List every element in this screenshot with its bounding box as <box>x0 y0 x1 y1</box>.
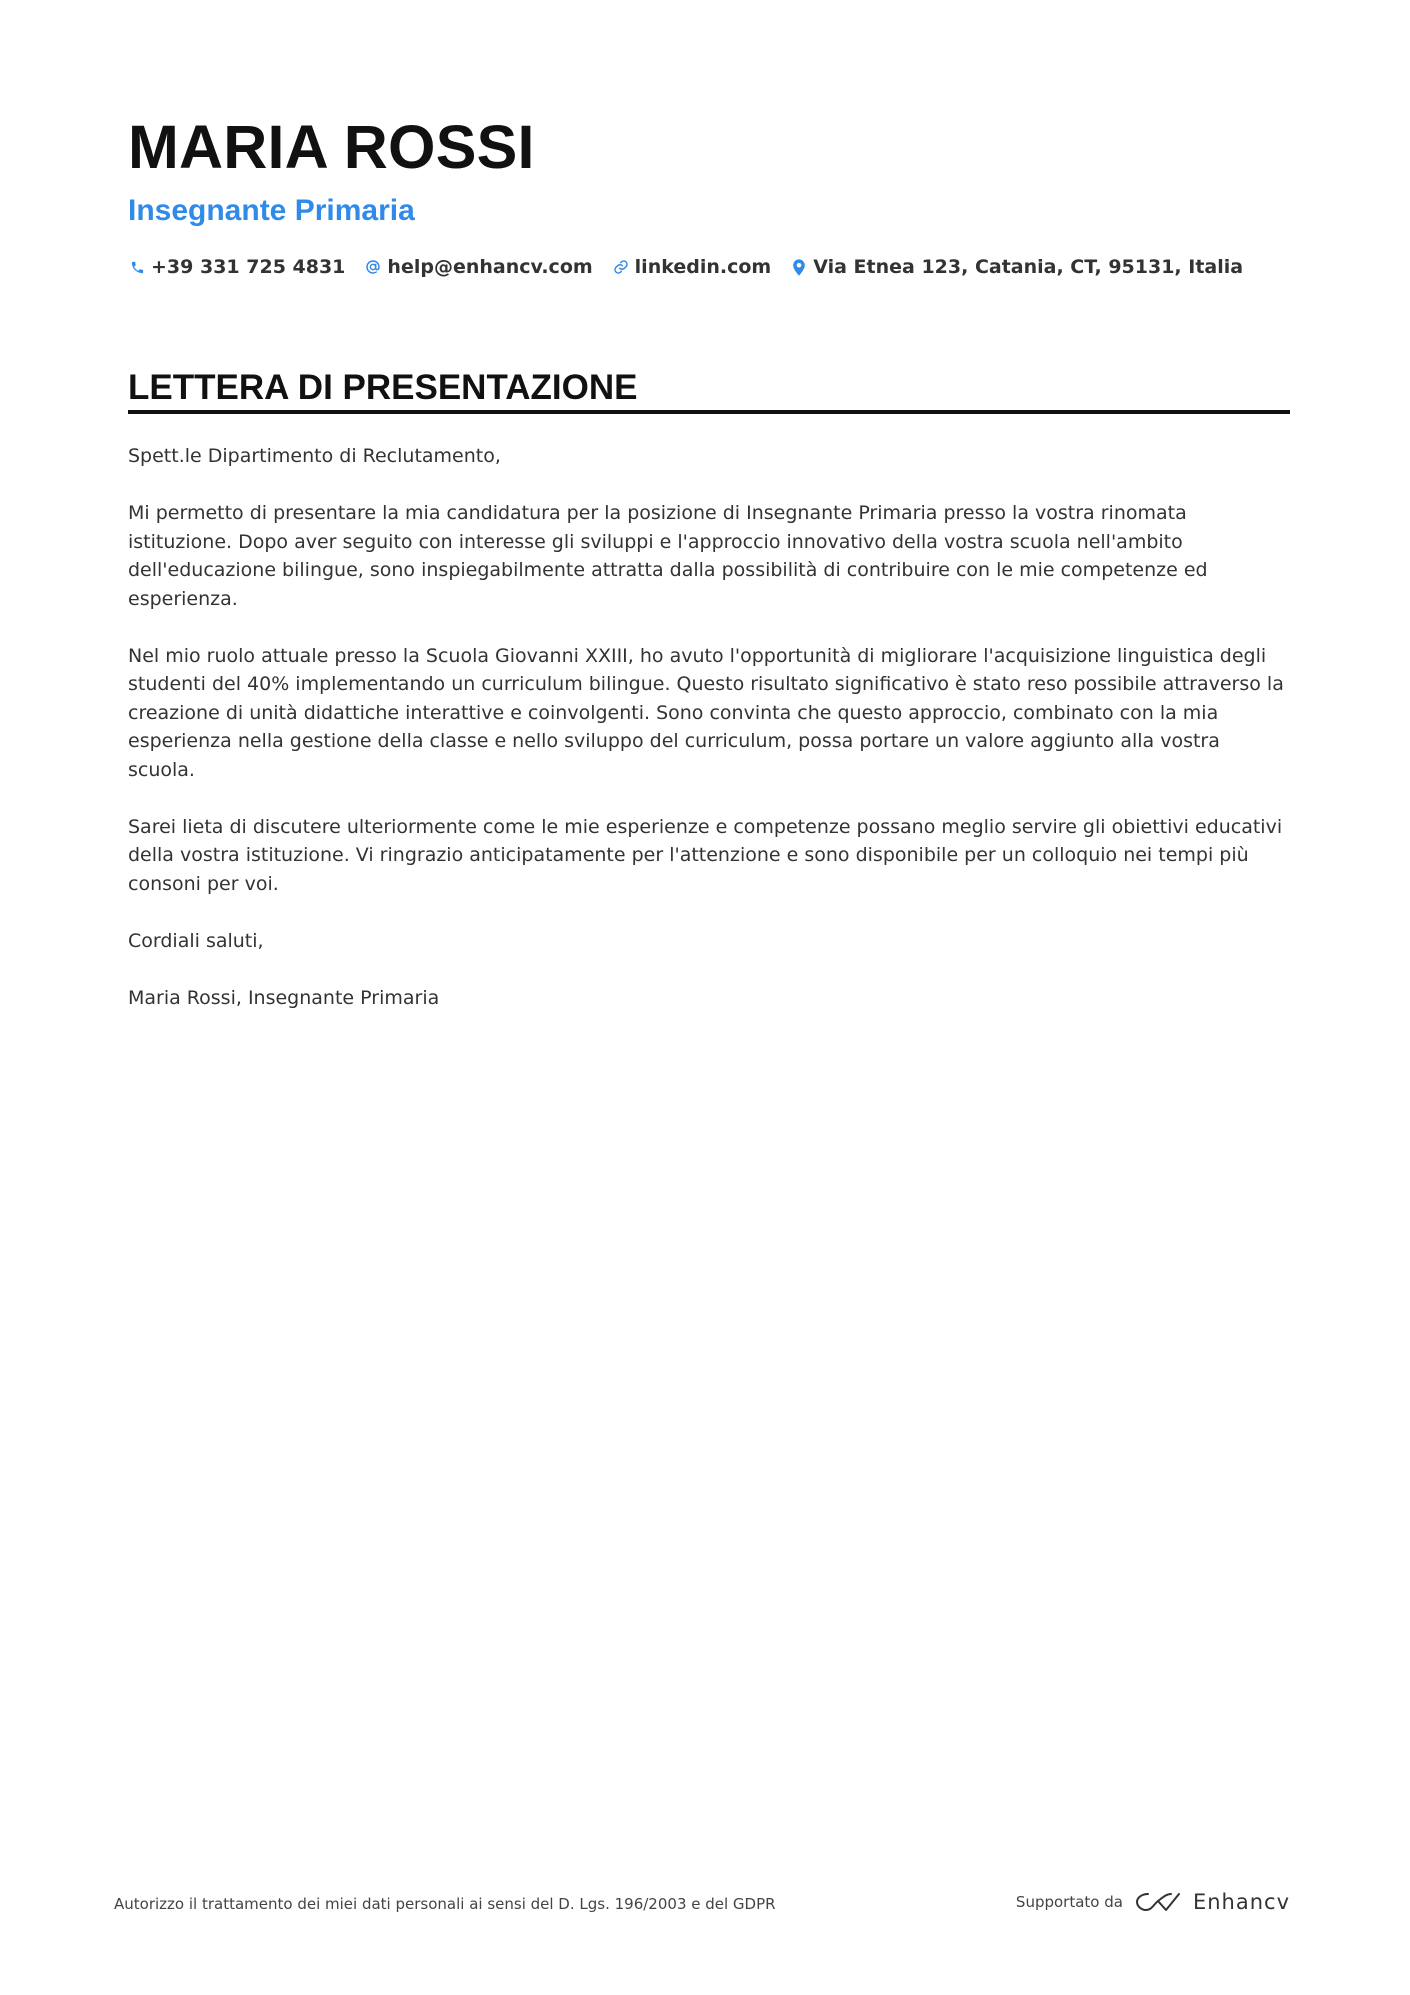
enhancv-logo-icon <box>1135 1890 1181 1914</box>
phone-number: +39 331 725 4831 <box>151 256 346 278</box>
privacy-consent-note: Autorizzo il trattamento dei miei dati personali ai sensi del D. Lgs. 196/2003 e del GDPR <box>114 1895 776 1913</box>
location-pin-icon <box>790 257 808 277</box>
letter-paragraph: Nel mio ruolo attuale presso la Scuola Giovanni XXIII, ho avuto l'opportunità di migliorare l'acquisizione linguistica degli studenti del 40% implementando un curriculum bilingue. Questo risultato significativo è stato reso possibile attraverso la creazione di unità didattiche interattive e coinvolgenti. Sono convinta che questo approccio, combinato con la mia esperienza nella gestione della classe e nello sviluppo del curriculum, possa portare un valore aggiunto alla vostra scuola. <box>128 644 1284 781</box>
phone-icon <box>128 257 146 277</box>
linkedin-link: linkedin.com <box>634 256 772 278</box>
letter-paragraph: Sarei lieta di discutere ulteriormente come le mie esperienze e competenze possano meglio servire gli obiettivi educativi della vostra istituzione. Vi ringrazio anticipatamente per l'attenzione e sono disponibile per un colloquio nei tempi più consoni per voi. <box>128 815 1283 895</box>
contact-address <box>790 253 1243 281</box>
contact-email <box>364 253 592 281</box>
job-title: Insegnante Primaria <box>128 194 415 227</box>
letter-closing: Cordiali saluti, <box>128 929 264 952</box>
contact-bar <box>128 253 1243 281</box>
link-icon <box>612 257 630 277</box>
at-icon <box>364 257 382 277</box>
powered-by-badge[interactable] <box>1016 1890 1290 1914</box>
letter-salutation: Spett.le Dipartimento di Reclutamento, <box>128 445 501 467</box>
postal-address: Via Etnea 123, Catania, CT, 95131, Italia <box>813 256 1244 278</box>
section-title: LETTERA DI PRESENTAZIONE <box>128 368 638 407</box>
powered-by-label: Supportato da <box>1015 1893 1123 1911</box>
contact-phone <box>128 253 345 281</box>
letter-paragraph: Mi permetto di presentare la mia candidatura per la posizione di Insegnante Primaria presso la vostra rinomata istituzione. Dopo aver seguito con interesse gli sviluppi e l'approccio innovativo della vostra scuola nell'ambito dell'educazione bilingue, sono inspiegabilmente attratta dalla possibilità di contribuire con le mie competenze ed esperienza. <box>128 502 1208 610</box>
section-divider <box>128 410 1290 414</box>
contact-linkedin <box>612 253 772 281</box>
candidate-name: MARIA ROSSI <box>128 113 535 181</box>
letter-body <box>128 442 1290 1041</box>
enhancv-brand-name: Enhancv <box>1192 1890 1290 1914</box>
letter-signature: Maria Rossi, Insegnante Primaria <box>128 986 440 1009</box>
email-address: help@enhancv.com <box>387 256 593 278</box>
